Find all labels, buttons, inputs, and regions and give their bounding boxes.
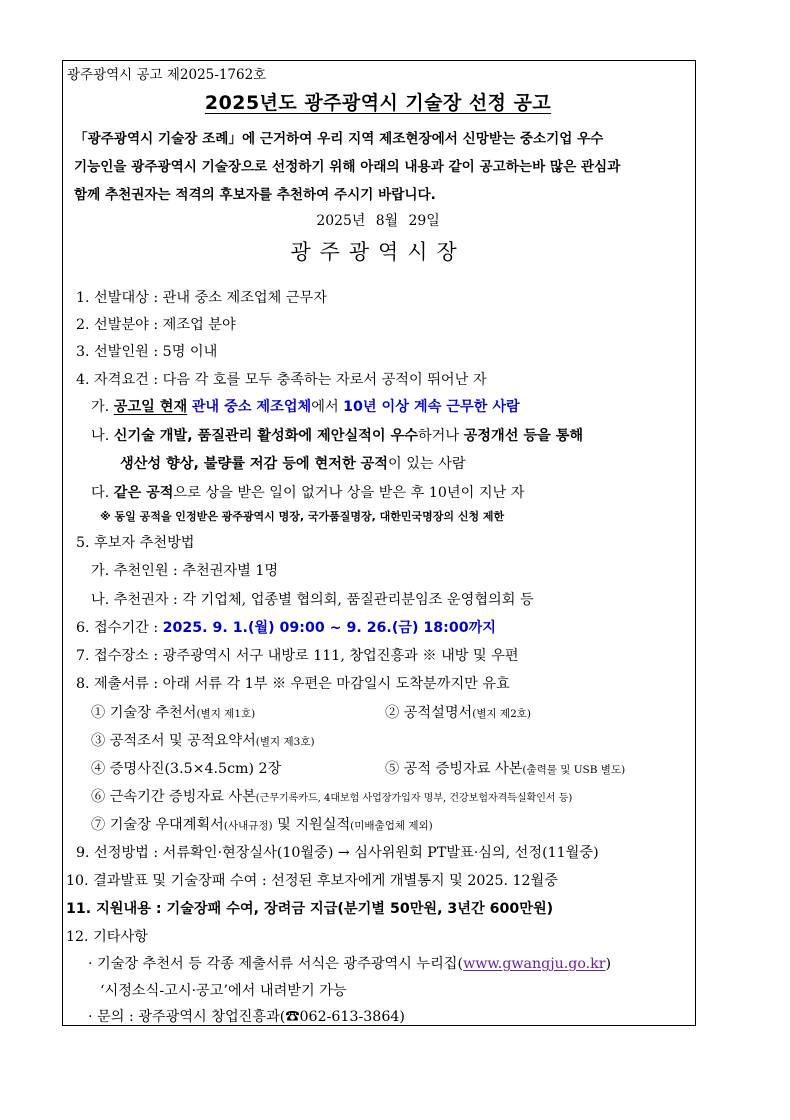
item-12-other: 12. 기타사항 [66, 929, 148, 945]
page-title: 2025년도 광주광역시 기술장 선정 공고 [204, 92, 552, 114]
item-4-qualification: 4. 자격요건 : 다음 각 호를 모두 충족하는 자로서 공적이 뛰어난 자 [76, 372, 487, 388]
intro-line-1: 「광주광역시 기술장 조례」에 근거하여 우리 지역 제조현장에서 신망받는 중소기업 우수 [74, 131, 604, 147]
website-link[interactable]: www.gwangju.go.kr [463, 956, 606, 972]
item-10-announcement: 10. 결과발표 및 기술장패 수여 : 선정된 후보자에게 개별통지 및 2025. 12월중 [66, 873, 558, 889]
item-4b-line-2: 생산성 향상, 불량률 저감 등에 현저한 공적이 있는 사람 [120, 456, 466, 472]
item-5b: 나. 추천권자 : 각 기업체, 업종별 협의회, 품질관리분임조 운영협의회 등 [91, 592, 534, 608]
doc-7: ⑦ 기술장 우대계획서(사내규정) 및 지원실적(미배출업체 제외) [91, 817, 433, 833]
item-12a: · 기술장 추천서 등 각종 제출서류 서식은 광주광역시 누리집(www.gwangju.go.kr) [88, 956, 612, 972]
doc-2: ② 공적설명서(별지 제2호) [385, 705, 532, 721]
doc-1: ① 기술장 추천서(별지 제1호) [91, 705, 256, 721]
item-4-note: ※ 동일 공적을 인정받은 광주광역시 명장, 국가품질명장, 대한민국명장의 신청 제한 [100, 510, 505, 523]
doc-5: ⑤ 공적 증빙자료 사본(출력물 및 USB 별도) [385, 761, 626, 777]
item-12b-contact: · 문의 : 광주광역시 창업진흥과(☎062-613-3864) [88, 1009, 405, 1025]
item-12a-line-2: ‘시정소식-고시·공고’에서 내려받기 가능 [100, 983, 347, 999]
item-5-method: 5. 후보자 추천방법 [76, 535, 195, 551]
doc-3: ③ 공적조서 및 공적요약서(별지 제3호) [91, 733, 315, 749]
doc-4: ④ 증명사진(3.5×4.5cm) 2장 [91, 761, 282, 777]
doc-6: ⑥ 근속기간 증빙자료 사본(근무기록카드, 4대보험 사업장가입자 명부, 건강보험자격득실확인서 등) [91, 789, 573, 805]
item-4a: 가. 공고일 현재 관내 중소 제조업체에서 10년 이상 계속 근무한 사람 [91, 399, 520, 415]
document-number: 광주광역시 공고 제2025-1762호 [67, 67, 267, 83]
intro-line-2: 기능인을 광주광역시 기술장으로 선정하기 위해 아래의 내용과 같이 공고하는바 많은 관심과 [74, 159, 621, 175]
item-7-location: 7. 접수장소 : 광주광역시 서구 내방로 111, 창업진흥과 ※ 내방 및 우편 [76, 648, 519, 664]
item-11-support: 11. 지원내용 : 기술장패 수여, 장려금 지급(분기별 50만원, 3년간 600만원) [66, 901, 554, 917]
issuer-name: 광주광역시장 [290, 240, 466, 264]
item-1-target: 1. 선발대상 : 관내 중소 제조업체 근무자 [76, 290, 327, 306]
item-5a: 가. 추천인원 : 추천권자별 1명 [91, 563, 279, 579]
item-8-documents: 8. 제출서류 : 아래 서류 각 1부 ※ 우편은 마감일시 도착분까지만 유효 [76, 676, 510, 692]
notice-date: 2025년 8월 29일 [316, 213, 440, 229]
item-6-period: 6. 접수기간 : 2025. 9. 1.(월) 09:00 ~ 9. 26.(금) 18:00까지 [76, 620, 497, 636]
item-4c: 다. 같은 공적으로 상을 받은 일이 없거나 상을 받은 후 10년이 지난 자 [91, 485, 525, 501]
item-3-count: 3. 선발인원 : 5명 이내 [76, 344, 218, 360]
item-2-field: 2. 선발분야 : 제조업 분야 [76, 317, 236, 333]
item-9-selection: 9. 선정방법 : 서류확인·현장실사(10월중) → 심사위원회 PT발표·심의, 선정(11월중) [76, 845, 599, 861]
intro-line-3: 함께 추천권자는 적격의 후보자를 추천하여 주시기 바랍니다. [74, 187, 436, 203]
item-4b: 나. 신기술 개발, 품질관리 활성화에 제안실적이 우수하거나 공정개선 등을 통해 [91, 428, 584, 444]
